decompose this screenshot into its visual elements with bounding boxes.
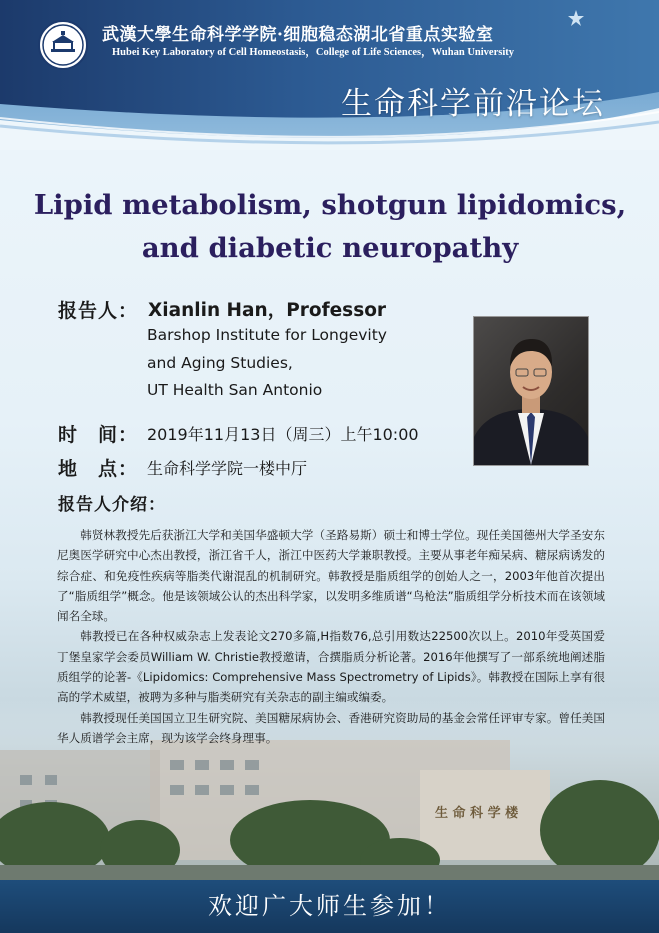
forum-title: 生命科学前沿论坛	[341, 86, 605, 122]
bio-paragraph-2: 韩教授已在各种权威杂志上发表论文270多篇,H指数76,总引用数达22500次以上。2010年受英国爱丁堡皇家学会委员William W. Christie教授邀请，合撰脂质分析论著。2016年他撰写了一部系统地阐述脂质组学的论著-《Lipidomics: Comprehensive Mass Spectrometry of Lipids》。韩教授在国际上享有很高的学术威望，被聘为多种与脂类研究有关杂志的副主编或编委。	[57, 629, 605, 705]
header-banner	[0, 0, 659, 150]
place-value: 生命科学学院一楼中厅	[147, 459, 308, 478]
affiliation-line3: UT Health San Antonio	[147, 381, 323, 399]
institution-name-en: Hubei Key Laboratory of Cell Homeostasis，College of Life Sciences，Wuhan University	[112, 47, 514, 58]
time-label: 时 间：	[58, 424, 139, 446]
speaker-label: 报告人：	[58, 300, 139, 322]
speaker-name: Xianlin Han，Professor	[148, 300, 387, 321]
talk-title	[30, 184, 630, 270]
time-value: 2019年11月13日（周三）上午10:00	[147, 425, 419, 444]
place-label: 地 点：	[58, 458, 139, 480]
speaker-photo	[473, 316, 589, 466]
talk-title-line2: and diabetic neuropathy	[141, 232, 519, 264]
university-logo	[38, 20, 88, 70]
building-sign: 生 命 科 学 楼	[435, 806, 519, 821]
talk-title-line1: Lipid metabolism, shotgun lipidomics,	[33, 189, 627, 221]
affiliation-line1: Barshop Institute for Longevity	[147, 326, 387, 344]
bio-paragraph-3: 韩教授现任美国国立卫生研究院、美国糖尿病协会、香港研究资助局的基金会常任评审专家。曾任美国华人质谱学会主席，现为该学会终身理事。	[57, 710, 605, 745]
university-seal-icon	[40, 22, 86, 68]
institution-name-cn: 武漢大學生命科学学院·细胞稳态湖北省重点实验室	[102, 25, 494, 45]
speaker-portrait-image	[474, 317, 588, 465]
bio-paragraph-1: 韩贤林教授先后获浙江大学和美国华盛顿大学（圣路易斯）硕士和博士学位。现任美国德州大学圣安东尼奥医学研究中心杰出教授，浙江省千人，浙江中医药大学兼职教授。主要从事老年痴呆病、糖尿病诱发的综合症、和免疫性疾病等脂类代谢混乱的机制研究。韩教授是脂质组学的创始人之一，2003年他首次提出了“脂质组学”概念。他是该领域公认的杰出科学家，以发明多维质谱“鸟枪法”脂质组学分析技术而在该领域闻名全球。	[57, 528, 605, 624]
speaker-bio	[57, 525, 605, 748]
footer-welcome: 欢迎广大师生参加！	[0, 880, 659, 933]
affiliation-line2: and Aging Studies,	[147, 354, 293, 372]
intro-heading: 报告人介绍：	[58, 495, 166, 515]
